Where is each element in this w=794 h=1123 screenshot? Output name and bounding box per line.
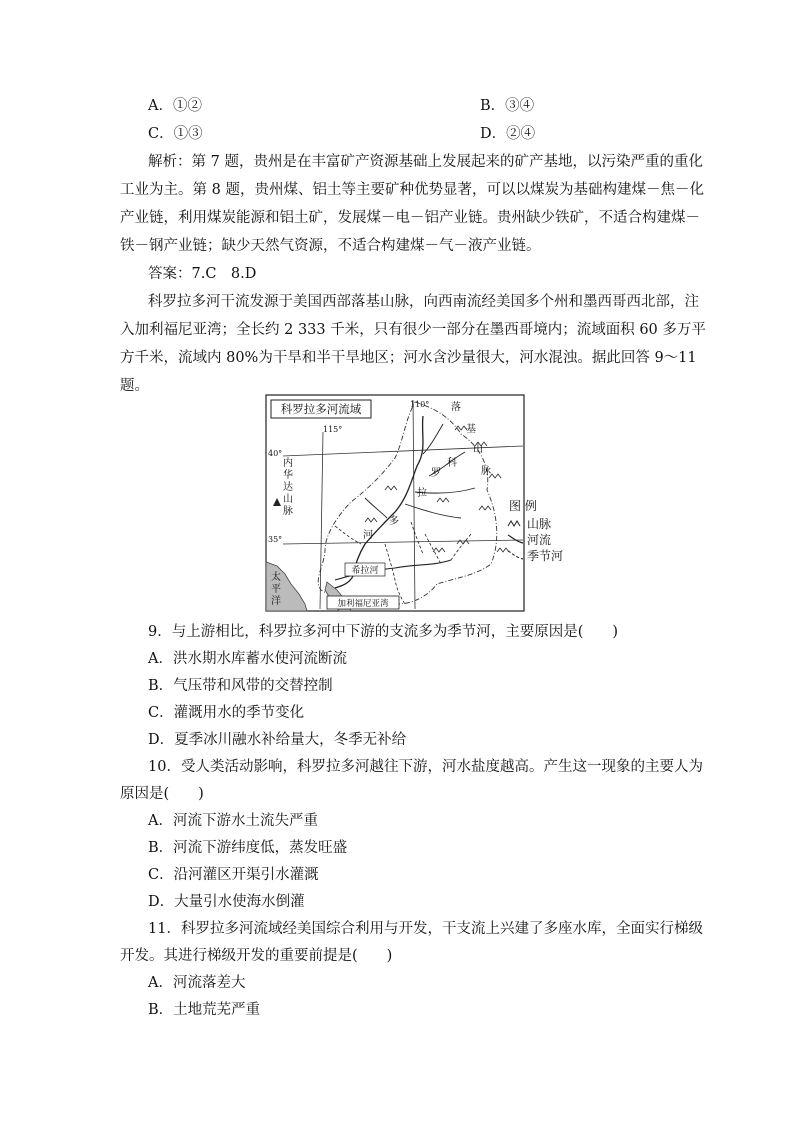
map-title: 科罗拉多河流域	[280, 402, 362, 416]
intro-line-3: 方千米，流域内 80%为干旱和半干旱地区；河水含沙量很大，河水混浊。据此回答 9～11	[120, 350, 697, 366]
analysis-line-1: 解析：第 7 题，贵州是在丰富矿产资源基础上发展起来的矿产基地，以污染严重的重化	[148, 154, 703, 170]
gila-label: 希拉河	[351, 566, 379, 576]
nevada-char-5: 脉	[283, 506, 293, 517]
pacific-char-2: 平	[271, 584, 281, 595]
legend-seasonal: 季节河	[527, 549, 564, 563]
colorado-char-3: 拉	[417, 488, 427, 499]
legend-river: 河流	[527, 533, 552, 547]
q9-option-d: D．夏季冰川融水补给量大，冬季无补给	[148, 732, 407, 748]
q10-option-d: D．大量引水使海水倒灌	[148, 894, 305, 910]
option-b: B．③④	[480, 98, 535, 114]
q11-stem-2: 开发。其进行梯级开发的重要前提是( )	[120, 948, 393, 964]
q9-stem: 9．与上游相比，科罗拉多河中下游的支流多为季节河，主要原因是( )	[148, 624, 619, 640]
intro-line-2: 入加利福尼亚湾；全长约 2 333 千米，只有很少一部分在墨西哥境内；流域面积 60 多万平	[120, 322, 706, 338]
gulf-label: 加利福尼亚湾	[337, 599, 389, 609]
q11-option-b: B．土地荒芜严重	[148, 1002, 261, 1018]
q9-option-a: A．洪水期水库蓄水使河流断流	[148, 651, 347, 667]
q11-option-a: A．河流落差大	[148, 975, 246, 991]
lon-110-label: 110°	[410, 400, 430, 409]
answer: 答案：7.C 8.D	[148, 266, 257, 282]
river-legend-icon	[507, 533, 525, 545]
nevada-char-2: 华	[283, 470, 293, 481]
option-c: C．①③	[148, 126, 203, 142]
analysis-line-4: 铁－钢产业链；缺少天然气资源，不适合构建煤－气－液产业链。	[120, 238, 541, 254]
intro-line-1: 科罗拉多河干流发源于美国西部落基山脉，向西南流经美国多个州和墨西哥西北部，注	[148, 294, 699, 310]
lat-40-label: 40°	[268, 449, 283, 458]
rocky-char-4: 脉	[481, 466, 491, 477]
rocky-char-3: 山	[473, 444, 483, 455]
map-legend	[505, 497, 575, 567]
option-d: D．②④	[480, 126, 536, 142]
mountain-legend-icon	[507, 517, 525, 529]
q10-option-c: C．沿河灌区开渠引水灌溉	[148, 867, 319, 883]
colorado-char-5: 河	[363, 530, 373, 541]
analysis-line-3: 产业链，利用煤炭能源和铝土矿，发展煤－电－铝产业链。贵州缺少铁矿，不适合构建煤－	[120, 210, 700, 226]
colorado-char-2: 罗	[431, 468, 441, 479]
nevada-char-1: 内	[283, 458, 293, 469]
q10-stem-2: 原因是( )	[120, 786, 204, 802]
nevada-char-3: 达	[283, 482, 293, 493]
colorado-char-4: 多	[389, 516, 399, 527]
lon-115-label: 115°	[323, 425, 343, 434]
q11-stem-1: 11．科罗拉多河流域经美国综合利用与开发，干支流上兴建了多座水库，全面实行梯级	[148, 921, 703, 937]
q9-option-b: B．气压带和风带的交替控制	[148, 678, 333, 694]
lat-35-label: 35°	[268, 535, 283, 544]
pacific-char-1: 太	[271, 572, 281, 583]
legend-mountain: 山脉	[527, 517, 552, 531]
analysis-line-2: 工业为主。第 8 题，贵州煤、铝土等主要矿种优势显著，可以以煤炭为基础构建煤－焦－化	[120, 182, 704, 198]
q10-option-a: A．河流下游水土流失严重	[148, 813, 318, 829]
option-a: A．①②	[148, 98, 202, 114]
nevada-char-4: 山	[283, 494, 293, 505]
q10-stem-1: 10．受人类活动影响，科罗拉多河越往下游，河水盐度越高。产生这一现象的主要人为	[148, 759, 703, 775]
intro-line-4: 题。	[120, 378, 149, 394]
pacific-char-3: 洋	[271, 596, 281, 607]
colorado-char-1: 科	[447, 458, 457, 469]
q10-option-b: B．河流下游纬度低，蒸发旺盛	[148, 840, 348, 856]
legend-title: 图 例	[509, 499, 537, 513]
q9-option-c: C．灌溉用水的季节变化	[148, 705, 305, 721]
rocky-char-2: 基	[466, 424, 476, 435]
colorado-basin-map	[265, 394, 525, 612]
seasonal-river-legend-icon	[507, 549, 525, 561]
rocky-char-1: 落	[451, 402, 461, 413]
